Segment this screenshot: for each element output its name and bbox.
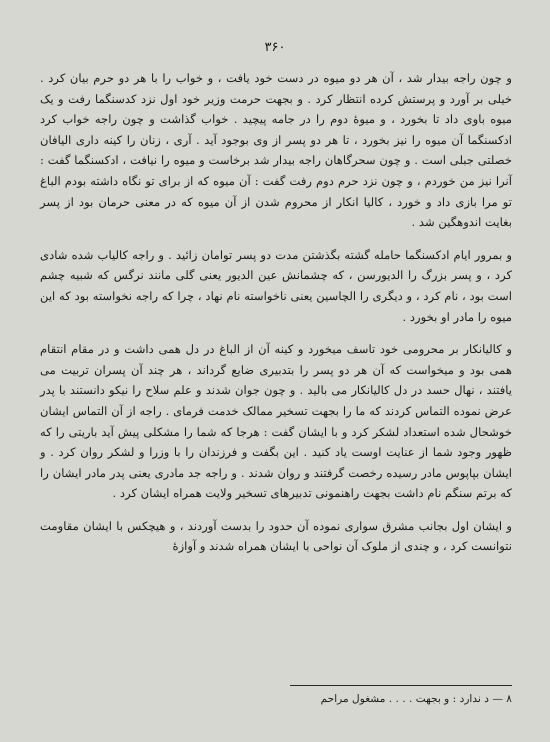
paragraph-1: و چون راجه بیدار شد ، آن هر دو میوه در دست خود یافت ، و خواب را با هر دو حرم بیان کرد . خیلی بر آورد و پرستش کرده انتظار کرد . و بجهت حرمت وزیر خود اول نزد کدسنگما رفت و یک میوه باوی داد تا بخورد ، و میوهٔ دوم را در جامه پیچید . خواب گذاشت و چون راجه خواب کرد ادکسنگما آن میوه را نیز بخورد ، تا هر دو پسر از وی بوجود آید . آری ، زنان را کینه داری الیافان خصلتی جبلی است . و چون سحرگاهان راجه بیدار شد برخاست و میوه را نیافت ، ادکسنگما گفت : آنرا نیز من خوردم ، و چون نزد حرم دوم رفت گفت : آن میوه که از برای تو نگاه داشته بودم الباغ تو مرا بازی داد و خورد ، کالیا انکار از محروم شدن از آن میوه که در معنی حرمان بود از پسر بغایت اندوهگین شد . (40, 71, 512, 230)
paragraph-3: و کالیانکار بر محرومی خود تاسف میخورد و کینه آن از الباغ در دل همی داشت و در مقام انتقام همی بود و میخواست که آن هر دو پسر را بتدبیری ضایع گرداند ، هر چند آن پسران تربیت می یافتند ، نهال حسد در دل کالیانکار می بالید . و چون جوان شدند و علم سلاح را نیکو دانستند با پدر عرض نموده التماس کردند که ما را بجهت تسخیر ممالک خدمت فرمای . راجه از آن التماس ایشان خوشحال شده استعداد لشکر کرد و با ایشان گفت : هرجا که شما را مشکلی پیش آید باریتی را که ظهور وجود شما از عنایت اوست یاد کنید . این بگفت و فرزندان را با وزرا و لشکر روان کرد . و ایشان بپاپوس مادر رسیده رخصت گرفتند و روان شدند . و راجه جد مادری یعنی پدر مادر ایشان را که برتم سنگم نام داشت بجهت راهنمونی تدبیرهای تسخیر ولایت همراه ایشان کرد . (40, 342, 512, 501)
page-number: ۳۶۰ (264, 40, 286, 55)
footnote-divider (290, 685, 512, 686)
footnote: ۸ — د ندارد : و بجهت . . . . مشغول مراحم (320, 693, 512, 705)
body-text (40, 68, 512, 569)
paragraph-4: و ایشان اول بجانب مشرق سواری نموده آن حدود را بدست آوردند ، و هیچکس با ایشان مقاومت نتوانست کرد ، و چندی از ملوک آن نواحی با ایشان همراه شدند و آوازهٔ (40, 518, 512, 554)
paragraph-2: و بمرور ایام ادکسنگما حامله گشته بگذشتن مدت دو پسر توامان زائید . و راجه کالیاب شده شادی کرد ، و پسر بزرگ را الدیورسن ، که چشمانش عین الدیور یعنی گلی مانند نرگس که شبیه چشم است بود ، نام کرد ، و دیگری را الچاسین یعنی ناخواسته نام نهاد ، چرا که راجه نخواسته بود که این میوه را مادر او بخورد . (40, 247, 512, 324)
